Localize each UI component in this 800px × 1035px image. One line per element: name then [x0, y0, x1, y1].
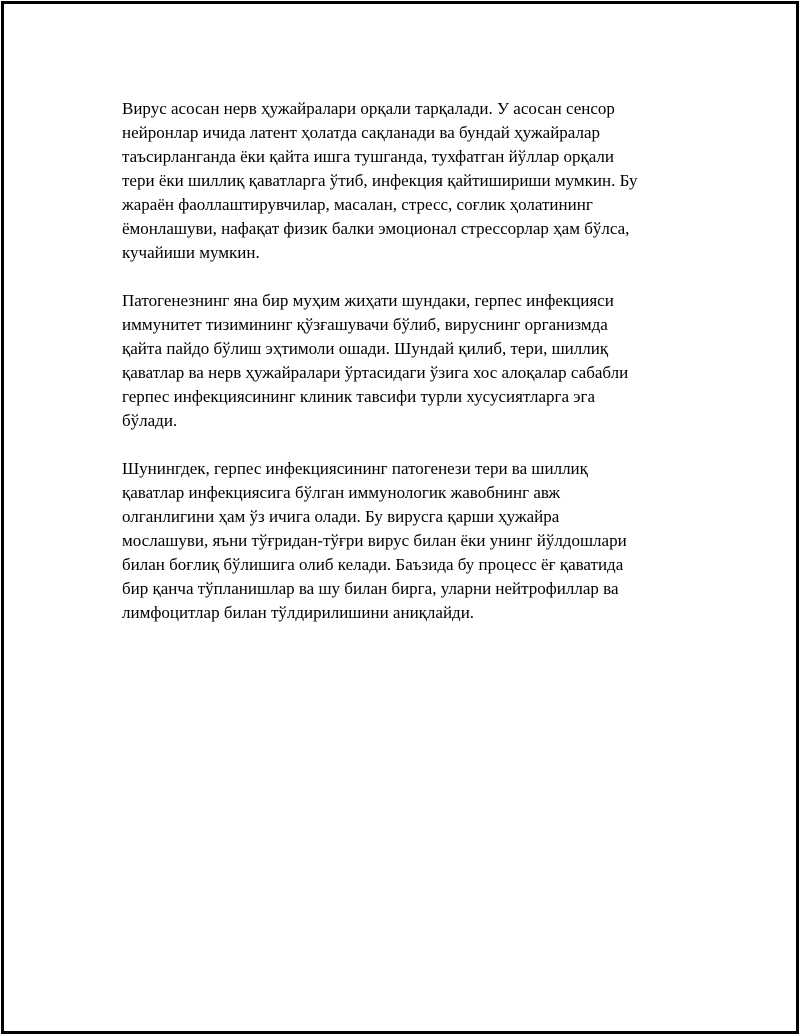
text-line: қайта пайдо бўлиш эҳтимоли ошади. Шундай қилиб, тери, шиллиқ [122, 339, 609, 358]
paragraph-2 [122, 289, 682, 433]
text-line: Патогенезнинг яна бир муҳим жиҳати шундаки, герпес инфекцияси [122, 291, 614, 310]
text-line: олганлигини ҳам ўз ичига олади. Бу вирусга қарши ҳужайра [122, 507, 560, 526]
paragraph-1 [122, 97, 682, 265]
text-line: таъсирланганда ёки қайта ишга тушганда, тухфатган йўллар орқали [122, 147, 614, 166]
text-line: ёмонлашуви, нафақат физик балки эмоционал стрессорлар ҳам бўлса, [122, 219, 630, 238]
text-line: Шунингдек, герпес инфекциясининг патогенези тери ва шиллиқ [122, 459, 588, 478]
text-line: қаватлар ва нерв ҳужайралари ўртасидаги ўзига хос алоқалар сабабли [122, 363, 629, 382]
text-line: жараён фаоллаштирувчилар, масалан, стресс, соғлик ҳолатининг [122, 195, 593, 214]
text-line: нейронлар ичида латент ҳолатда сақланади ва бундай ҳужайралар [122, 123, 601, 142]
page-frame [1, 1, 799, 1034]
text-line: лимфоцитлар билан тўлдирилишини аниқлайди. [122, 603, 475, 622]
text-line: кучайиши мумкин. [122, 243, 260, 262]
text-line: билан боғлиқ бўлишига олиб келади. Баъзида бу процесс ёғ қаватида [122, 555, 624, 574]
text-line: тери ёки шиллиқ қаватларга ўтиб, инфекция қайтишириши мумкин. Бу [122, 171, 638, 190]
text-line: бир қанча тўпланишлар ва шу билан бирга, уларни нейтрофиллар ва [122, 579, 619, 598]
text-line: герпес инфекциясининг клиник тавсифи турли хусусиятларга эга [122, 387, 596, 406]
paragraph-3 [122, 457, 682, 625]
text-line: иммунитет тизимининг қўзғашувачи бўлиб, вируснинг организмда [122, 315, 608, 334]
document-body [122, 97, 682, 649]
text-line: Вирус асосан нерв ҳужайралари орқали тарқалади. У асосан сенсор [122, 99, 615, 118]
text-line: мослашуви, яъни тўғридан-тўғри вирус билан ёки унинг йўлдошлари [122, 531, 627, 550]
text-line: қаватлар инфекциясига бўлган иммунологик жавобнинг авж [122, 483, 561, 502]
text-line: бўлади. [122, 411, 178, 430]
